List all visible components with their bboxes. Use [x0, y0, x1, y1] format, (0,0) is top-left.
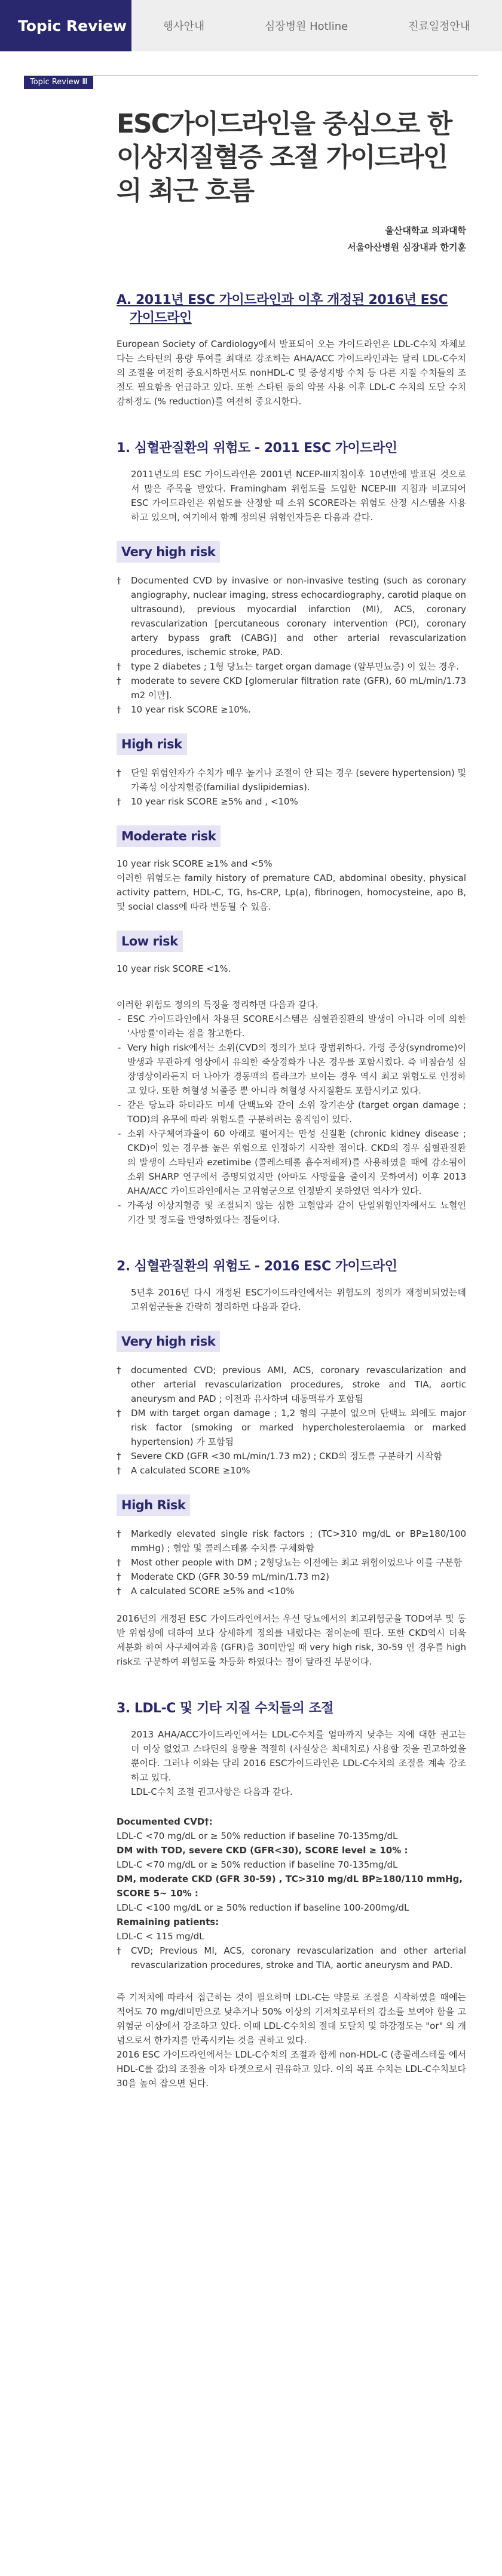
- list-item: † A calculated SCORE ≥5% and <10%: [117, 1586, 295, 1596]
- target-heading: Remaining patients:: [117, 1917, 219, 1927]
- list-item: † 10 year risk SCORE ≥5% and , <10%: [117, 796, 298, 807]
- section-1-paragraph: 2011년도의 ESC 가이드라인은 2001년 NCEP-III지침이후 10년만에 발표된 것으로서 많은 주목을 받았다. Framingham 위험도를 도입한 NCEP-III 지침과 비교되어 ESC 가이드라인은 위험도를 산정할 때 소위 SCORE라는 위험도 산정 시스템을 사용하고 있으며, 여기에서 함께 정의된 위험인자들은 다음과 같다.: [131, 469, 466, 523]
- ldl-targets: [117, 1814, 466, 1972]
- target-heading: DM with TOD, severe CKD (GFR<30), SCORE level ≥ 10% :: [117, 1845, 408, 1856]
- list-item: - ESC 가이드라인에서 차용된 SCORE시스템은 심혈관질환의 발생이 아니라 이에 의한 '사망률'이라는 점을 참고한다.: [118, 1014, 466, 1039]
- high-risk-list-2011: [117, 766, 466, 809]
- section-a-paragraph: European Society of Cardiology에서 발표되어 오는 가이드라인은 LDL-C수치 자체보다는 스타틴의 용량 투여를 최대로 강조하는 AHA/ACC 가이드라인과는 달리 LDL-C수치의 조절을 여전히 중요시하면서도 nonHDL-C 및 중성지방 수치 등 다른 지질 수치들의 조절도 필요함을 언급하고 있다. 또한 스타틴 등의 약물 사용 이후 LDL-C 수치의 도달 수치 감하정도 (% reduction)를 여전히 중요시한다.: [117, 339, 466, 407]
- list-item: - 소위 사구체여과율이 60 아래로 떨어지는 만성 신질환 (chronic kidney disease ; CKD)이 있는 경우를 높은 위험으로 인정하기 시작한 점이다. CKD의 경우 심혈관질환의 발생이 스타틴과 ezetimibe (콜레스테롤 흡수저해제)를 사용하였을 때에 감소됨이 소위 SHARP 연구에서 증명되었지만 (아마도 사망률을 줄이지 못하여서) 이후 2013 AHA/ACC 가이드라인에서는 고위험군으로 인정받지 못하였던 역사가 있다.: [118, 1128, 466, 1196]
- very-high-risk-list-2011: [117, 573, 466, 717]
- risk-label-high-2016: High Risk: [117, 1494, 190, 1516]
- section-2-paragraph: 5년후 2016년 다시 개정된 ESC가이드라인에서는 위험도의 정의가 재정비되었는데 고위험군들을 간략히 정리하면 다음과 같다.: [131, 1287, 466, 1312]
- risk-label-very-high-2011: Very high risk: [117, 541, 220, 563]
- list-item: † Moderate CKD (GFR 30-59 mL/min/1.73 m2): [117, 1571, 329, 1582]
- section-a-heading-line2: 가이드라인: [130, 311, 192, 326]
- top-navigation: [0, 0, 502, 51]
- target-line: LDL-C <70 mg/dL or ≥ 50% reduction if baseline 70-135mg/dL: [117, 1831, 398, 1841]
- list-item: † 단일 위험인자가 수치가 매우 높거나 조절이 안 되는 경우 (severe hypertension) 및 가족성 이상지혈증(familial dyslipidemias).: [117, 767, 466, 793]
- author-block: [117, 222, 466, 256]
- nav-item-schedule[interactable]: 진료일정안내: [408, 20, 471, 33]
- moderate-risk-text: 10 year risk SCORE ≥1% and <5% 이러한 위험도는 family history of premature CAD, abdominal obesity, physical activity pattern, HDL-C, TG, hs-CRP, Lp(a), fibrinogen, homocysteine, apo B, 및 social class에 따라 변동될 수 있음.: [117, 858, 466, 912]
- summary-intro: 이러한 위험도 정의의 특징을 정리하면 다음과 같다.: [117, 999, 319, 1010]
- nav-item-events[interactable]: 행사안내: [163, 20, 205, 33]
- list-item: † Documented CVD by invasive or non-invasive testing (such as coronary angiography, nuclear imaging, stress echocardiography, carotid plaque on ultrasound), previous myocardial infarction (MI), ACS, coronary revascularization [percutaneous coronary intervention (PCI), coronary artery bypass graft (CABG)] and other arterial revascularization procedures, ischemic stroke, PAD.: [117, 575, 466, 658]
- list-item: † CVD; Previous MI, ACS, coronary revascularization and other arterial revascularization procedures, stroke and TIA, aortic aneurysm and PAD.: [117, 1945, 466, 1970]
- very-high-risk-list-2016: [117, 1363, 466, 1478]
- section-3-paragraph-b: LDL-C수치 조절 권고사항은 다음과 같다.: [131, 1786, 293, 1797]
- target-line: LDL-C < 115 mg/dL: [117, 1931, 204, 1942]
- section-2-heading: 2. 심혈관질환의 위험도 - 2016 ESC 가이드라인: [117, 1259, 397, 1274]
- author-affiliation: 울산대학교 의과대학: [385, 225, 466, 236]
- section-3-paragraph-2: 즉 기저치에 따라서 접근하는 것이 필요하며 LDL-C는 약물로 조절을 시작하였을 때에는 적어도 70 mg/dl미만으로 낮추거나 50% 이상의 기저치로부터의 감소를 보여야 함을 고위험군 이상에서 강조하고 있다. 이때 LDL-C수치의 절대 도달치 및 하강정도는 "or" 의 개념으로서 한가지를 만족시키는 것을 권하고 있다.: [117, 1992, 466, 2046]
- article: [0, 108, 502, 2090]
- target-line: LDL-C <100 mg/dL or ≥ 50% reduction if baseline 100-200mg/dL: [117, 1902, 409, 1913]
- list-item: † moderate to severe CKD [glomerular filtration rate (GFR), 60 mL/min/1.73 m2 이만].: [117, 676, 466, 701]
- list-item: † type 2 diabetes ; 1형 당뇨는 target organ damage (알부민뇨증) 이 있는 경우.: [117, 661, 459, 672]
- list-item: - Very high risk에서는 소위(CVD의 정의가 보다 광범위하다. 가령 증상(syndrome)이 발생과 무관하게 영상에서 유의한 죽상경화가 나온 경우를 포함시켰다. 즉 비침습성 심장영상이라든지 더 나아가 경동맥의 플라크가 보이는 경우 역시 최고 위험도로 인정하고 있다. 또한 허혈성 뇌졸중 뿐 아니라 허혈성 사지질환도 포함시키고 있다.: [118, 1042, 466, 1096]
- low-risk-text: 10 year risk SCORE <1%.: [117, 963, 231, 974]
- list-item: † A calculated SCORE ≥10%: [117, 1465, 250, 1476]
- breadcrumb-bar: [24, 75, 478, 87]
- breadcrumb: Topic Review Ⅲ: [24, 76, 93, 89]
- target-heading: DM, moderate CKD (GFR 30-59) , TC>310 mg/dL BP≥180/110 mmHg, SCORE 5~ 10% :: [117, 1874, 463, 1899]
- list-item: † Markedly elevated single risk factors ; (TC>310 mg/dL or BP≥180/100 mmHg) ; 혈압 및 콜레스테롤 수치를 구체화함: [117, 1528, 466, 1553]
- section-3-paragraph: 2013 AHA/ACC가이드라인에서는 LDL-C수치를 얼마까지 낮추는 지에 대한 권고는 더 이상 없었고 스타틴의 용량을 적절히 (사실상은 최대치로) 사용할 것을 권고하였을 뿐이다. 그러나 이와는 달리 2016 ESC가이드라인은 LDL-C수치의 조절을 계속 강조하고 있다.: [131, 1729, 466, 1783]
- risk-label-low-2011: Low risk: [117, 931, 183, 952]
- target-heading: Documented CVD†:: [117, 1816, 213, 1827]
- risk-label-high-2011: High risk: [117, 733, 187, 755]
- brand-tab[interactable]: Topic Review: [0, 0, 131, 51]
- section-3-paragraph-3: 2016 ESC 가이드라인에서는 LDL-C수치의 조절과 함께 non-HDL-C (총콜레스테롤 에서 HDL-C를 값)의 조절을 이차 타겟으로서 권유하고 있다. 이의 목표 수치는 LDL-C수치보다 30을 높여 잡으면 된다.: [117, 2049, 466, 2089]
- list-item: † Severe CKD (GFR <30 mL/min/1.73 m2) ; CKD의 정도를 구분하기 시작함: [117, 1451, 442, 1462]
- list-item: † 10 year risk SCORE ≥10%.: [117, 704, 251, 715]
- section-a-heading: [117, 291, 466, 327]
- risk-label-moderate-2011: Moderate risk: [117, 825, 221, 847]
- author-name: 서울아산병원 심장내과 한기훈: [347, 242, 466, 253]
- target-line: LDL-C <70 mg/dL or ≥ 50% reduction if baseline 70-135mg/dL: [117, 1859, 398, 1870]
- page-title: ESC가이드라인을 중심으로 한 이상지질혈증 조절 가이드라인의 최근 흐름: [117, 109, 452, 206]
- section-2-summary: 2016년의 개정된 ESC 가이드라인에서는 우선 당뇨에서의 최고위험군을 TOD여부 및 동반 위험성에 대하여 보다 상세하게 정의를 내렸다는 점이눈에 띈다. 또한 CKD역시 더욱 세분화 하여 사구체여과율 (GFR)을 30미만일 때 very high risk, 30-59 인 경우를 high risk로 구분하여 위험도를 차등화 하였다는 점이 달라진 부분이다.: [117, 1613, 466, 1667]
- list-item: † DM with target organ damage ; 1,2 형의 구분이 없으며 단백뇨 외에도 major risk factor (smoking or marked hypercholesterolaemia or marked hypertension) 가 포함됨: [117, 1408, 466, 1447]
- list-item: - 같은 당뇨라 하더라도 미세 단백뇨와 같이 소위 장기손상 (target organ damage ; TOD)의 유무에 따라 위험도를 구분하려는 움직임이 있다.: [118, 1100, 466, 1125]
- target-footnote: [117, 1943, 466, 1972]
- section-a-heading-line1: A. 2011년 ESC 가이드라인과 이후 개정된 2016년 ESC: [117, 293, 448, 308]
- list-item: - 가족성 이상지혈증 및 조절되지 않는 심한 고혈압과 같이 단일위험인자에서도 뇨혈인 기간 및 정도를 반영하였다는 점들이다.: [118, 1200, 466, 1225]
- section-3-heading: 3. LDL-C 및 기타 지질 수치들의 조절: [117, 1701, 333, 1716]
- nav-item-hotline[interactable]: 심장병원 Hotline: [264, 20, 348, 33]
- summary-list: [117, 1012, 466, 1227]
- high-risk-list-2016: [117, 1527, 466, 1598]
- risk-label-very-high-2016: Very high risk: [117, 1331, 220, 1352]
- list-item: † Most other people with DM ; 2형당뇨는 이전에는 최고 위험이었으나 이를 구분함: [117, 1557, 463, 1568]
- list-item: † documented CVD; previous AMI, ACS, coronary revascularization and other arterial revascularization procedures, stroke and TIA, aortic aneurysm and PAD ; 이전과 유사하며 대동맥류가 포함됨: [117, 1365, 466, 1404]
- section-1-heading: 1. 심혈관질환의 위험도 - 2011 ESC 가이드라인: [117, 441, 397, 456]
